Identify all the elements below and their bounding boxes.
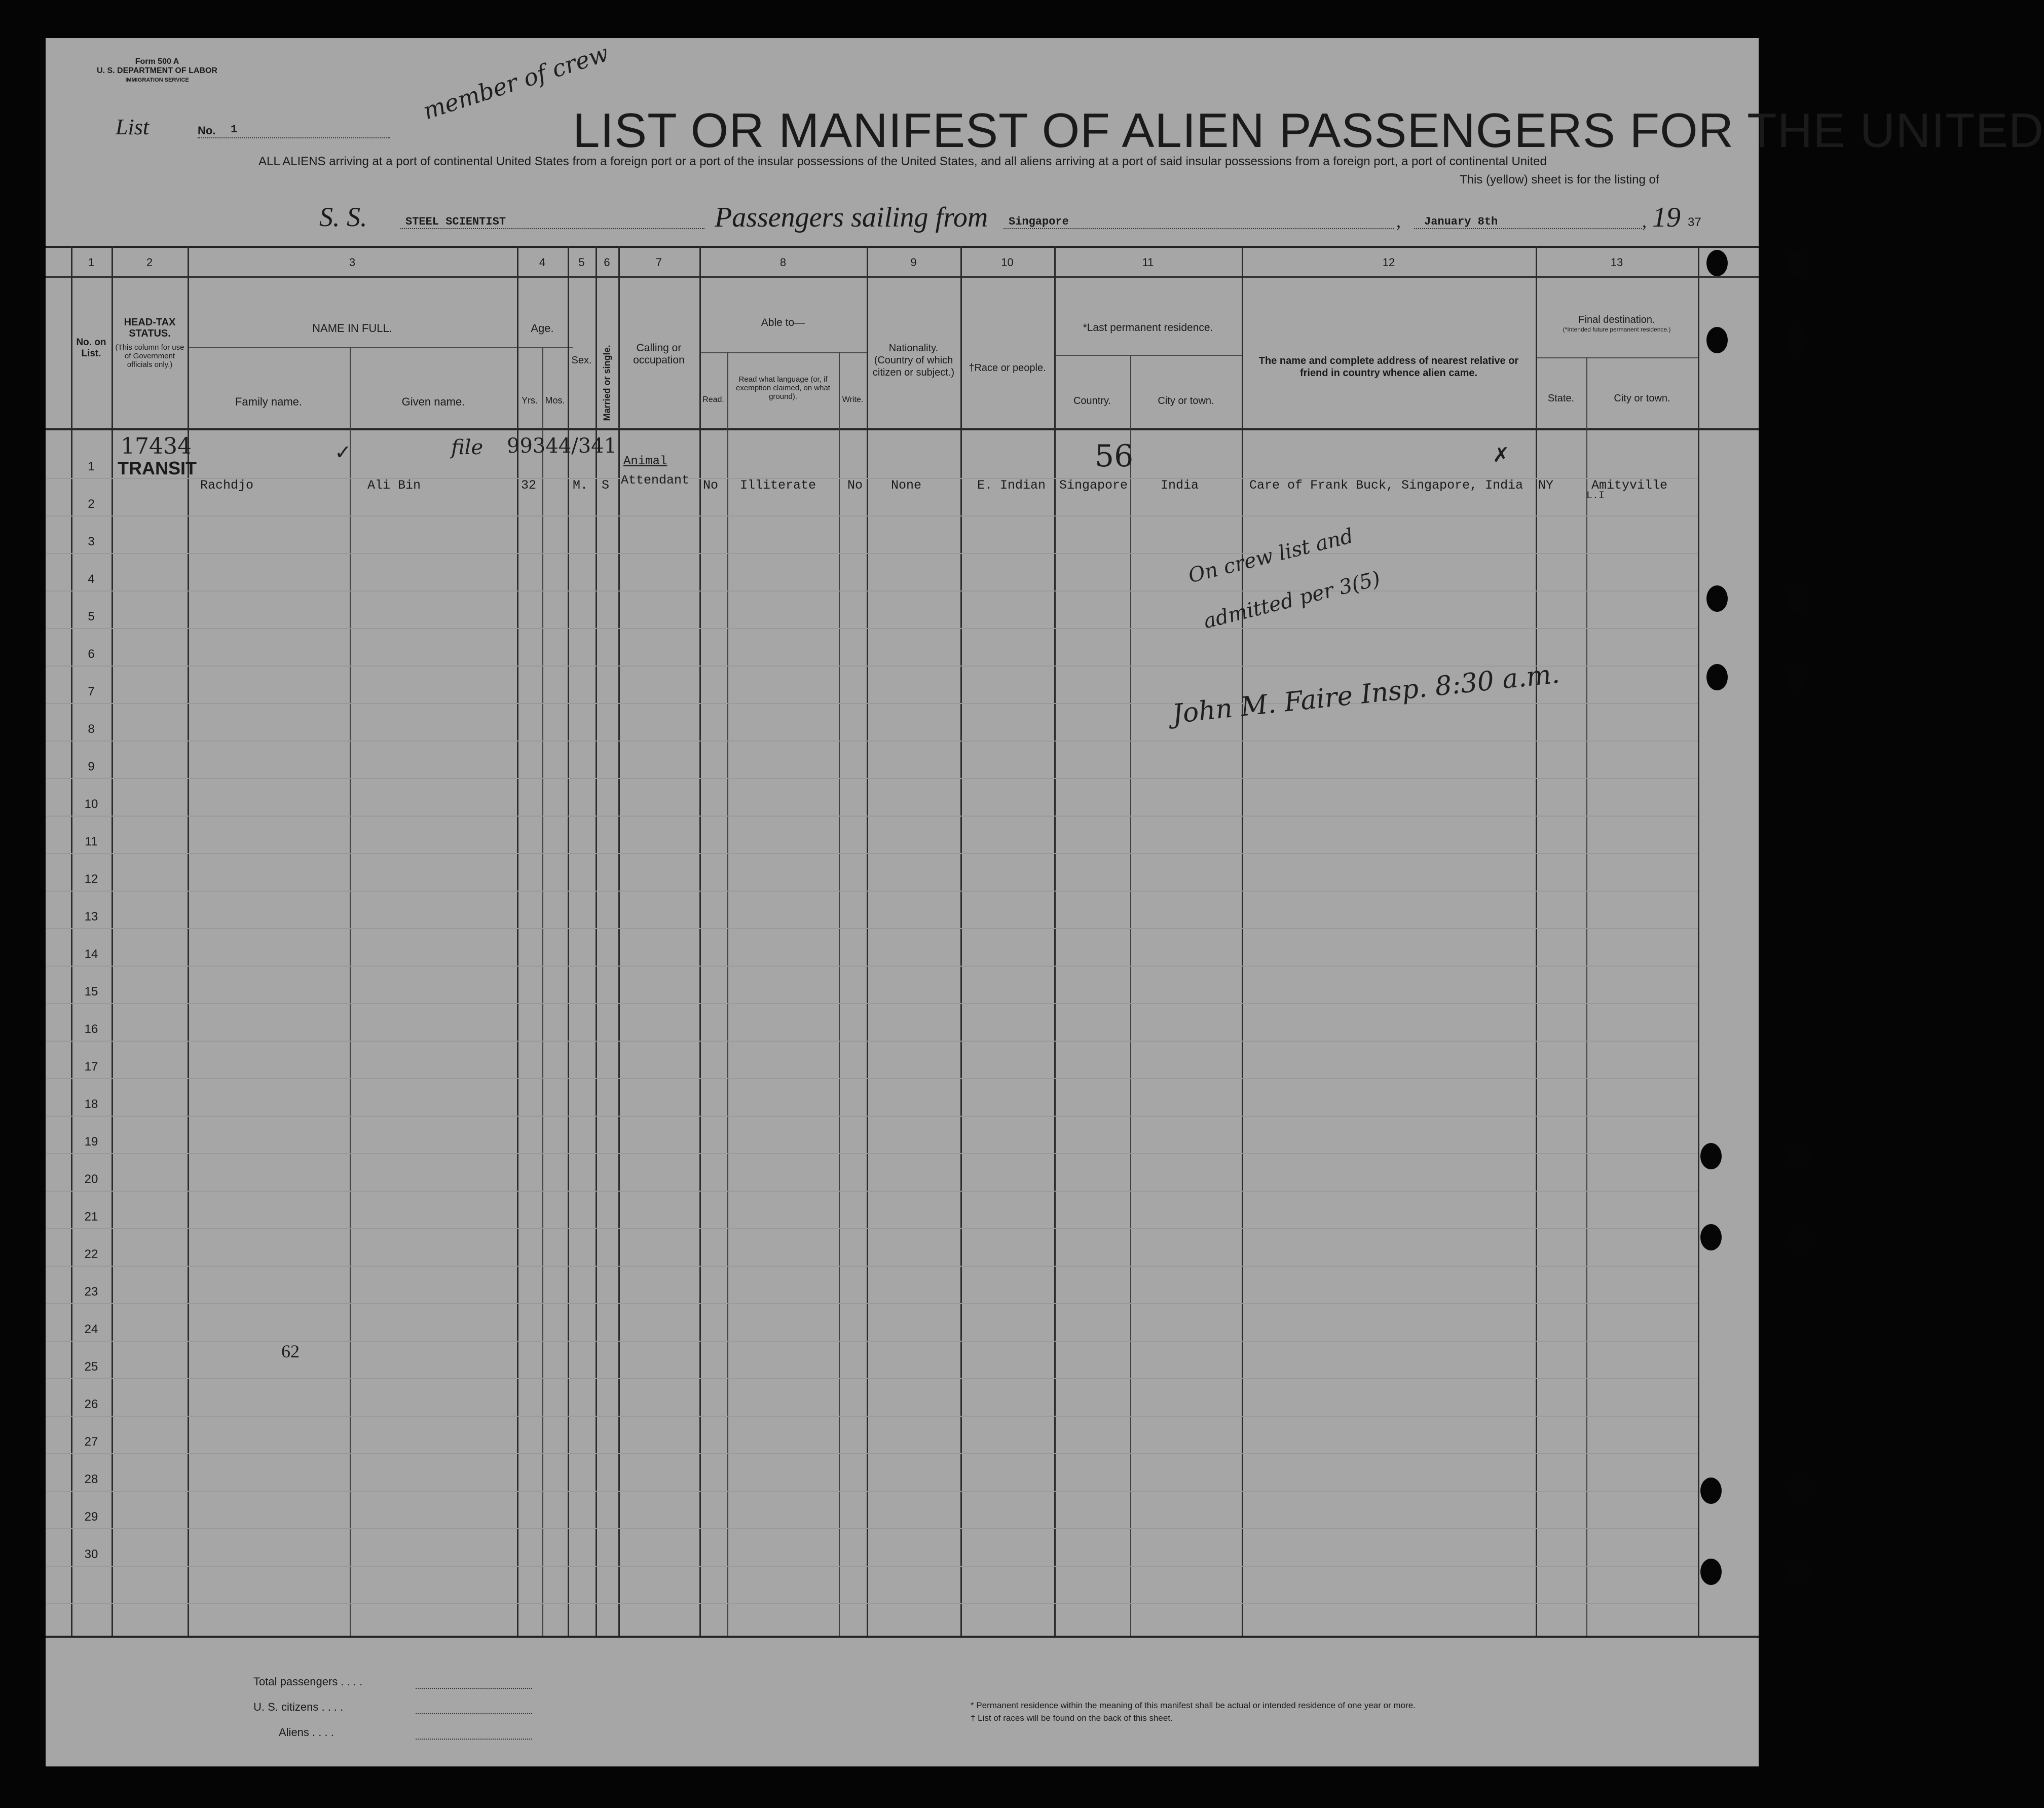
- footnote-residence: * Permanent residence within the meaning of this manifest shall be actual or intended residence of one year or more.: [971, 1701, 1416, 1710]
- row-number: 6: [88, 647, 95, 661]
- row-number: 20: [84, 1172, 98, 1186]
- col-num: 4: [539, 256, 546, 269]
- col-num: 12: [1382, 256, 1395, 269]
- binder-hole: [1789, 1559, 1810, 1585]
- col-num: 11: [1142, 256, 1154, 269]
- row-number: 26: [84, 1397, 98, 1411]
- header-city-town: City or town.: [1158, 395, 1214, 407]
- row-number: 22: [84, 1247, 98, 1261]
- binder-hole: [1787, 327, 1808, 353]
- row-number: 28: [84, 1472, 98, 1486]
- ss-label: S. S.: [319, 202, 367, 232]
- form-department: U. S. DEPARTMENT OF LABOR: [97, 66, 217, 75]
- passenger-read: No: [703, 478, 719, 493]
- row-number: 17: [84, 1060, 98, 1074]
- binder-hole: [1706, 250, 1728, 276]
- binder-hole: [1706, 585, 1728, 612]
- binder-hole: [1787, 664, 1808, 690]
- header-nearest-relative: The name and complete address of nearest relative or friend in country whence alien came.: [1258, 355, 1519, 379]
- ship-name: STEEL SCIENTIST: [405, 215, 506, 228]
- passenger-race: E. Indian: [977, 478, 1046, 493]
- col-num: 3: [349, 256, 356, 269]
- handwritten-crew-note: member of crew: [420, 39, 612, 125]
- aliens-label: Aliens . . . .: [279, 1726, 334, 1739]
- binder-hole: [1787, 585, 1808, 612]
- head-tax-number: 17434: [121, 433, 192, 459]
- row-number: 30: [84, 1547, 98, 1561]
- footnote-races: † List of races will be found on the back of this sheet.: [971, 1713, 1173, 1723]
- row-number: 4: [88, 572, 95, 586]
- sailing-from-label: Passengers sailing from: [715, 202, 988, 233]
- row-number: 13: [84, 910, 98, 924]
- header-name-in-full: NAME IN FULL.: [312, 322, 392, 335]
- handwritten-crew-list-note: On crew list and: [1186, 524, 1356, 588]
- intro-line-1: ALL ALIENS arriving at a port of continental United States from a foreign port or a port of the insular possessions of the United States, and all aliens arriving at a port of said insular possessions from a foreign port, a port of continental United: [258, 155, 1547, 168]
- header-age: Age.: [531, 322, 554, 335]
- row-number: 27: [84, 1435, 98, 1449]
- list-label: List: [116, 115, 150, 139]
- head-tax-status: TRANSIT: [118, 458, 197, 478]
- stamped-number: 62: [281, 1341, 300, 1361]
- header-family-name: Family name.: [235, 395, 303, 408]
- col-num: 8: [779, 256, 787, 269]
- header-state: State.: [1547, 393, 1575, 404]
- list-no-label: No.: [198, 124, 216, 137]
- form-title: LIST OR MANIFEST OF ALIEN PASSENGERS FOR THE UNITED: [573, 103, 2044, 158]
- row-number: 14: [84, 947, 98, 961]
- col-num: 2: [146, 256, 153, 269]
- passenger-destination-extra: L.I: [1586, 490, 1605, 502]
- col-num: 5: [578, 256, 585, 269]
- departure-date: January 8th: [1424, 215, 1498, 228]
- binder-hole: [1706, 664, 1728, 690]
- header-calling-occupation: Calling or occupation: [633, 342, 685, 366]
- handwritten-crew-list-note-2: admitted per 3(5): [1201, 567, 1383, 634]
- col-num: 10: [1001, 256, 1014, 269]
- head-tax-title: HEAD-TAX STATUS.: [124, 317, 176, 339]
- header-write: Write.: [842, 395, 864, 404]
- passenger-occupation-line-2: Attendant: [621, 473, 690, 488]
- row-number: 21: [84, 1210, 98, 1224]
- check-mark: ✓: [335, 441, 352, 464]
- header-age-years: Yrs.: [521, 395, 538, 405]
- passenger-country: Singapore: [1059, 478, 1128, 493]
- col-num: 13: [1610, 256, 1623, 269]
- binder-hole: [1700, 1224, 1722, 1250]
- row-number: 7: [88, 685, 95, 698]
- row-number: 1: [88, 460, 95, 473]
- header-able-to: Able to—: [761, 317, 805, 328]
- handwritten-residence-note: 56: [1095, 438, 1134, 474]
- passenger-write: No: [847, 478, 863, 493]
- passenger-sex: M.: [573, 478, 588, 493]
- final-destination-title: Final destination.: [1578, 314, 1655, 325]
- passenger-age-years: 32: [521, 478, 537, 493]
- row-number: 24: [84, 1322, 98, 1336]
- handwritten-signature: John M. Faire Insp. 8:30 a.m.: [1171, 658, 1562, 730]
- row-number: 8: [88, 722, 95, 736]
- passenger-read-language: Illiterate: [740, 478, 816, 493]
- passenger-destination-state: NY: [1538, 478, 1554, 493]
- passenger-marital-status: S: [602, 478, 610, 493]
- handwritten-file-number: 99344/341: [507, 434, 617, 458]
- passenger-family-name: Rachdjo: [200, 478, 254, 493]
- row-number: 25: [84, 1360, 98, 1374]
- row-number: 19: [84, 1135, 98, 1149]
- binder-hole: [1789, 1143, 1810, 1169]
- row-number: 12: [84, 872, 98, 886]
- row-number: 11: [85, 835, 98, 848]
- final-destination-note: (*Intended future permanent residence.): [1563, 326, 1671, 333]
- row-number: 9: [88, 760, 95, 773]
- row-number: 10: [84, 797, 98, 811]
- row-number: 23: [84, 1285, 98, 1299]
- col-num: 9: [910, 256, 917, 269]
- departure-port: Singapore: [1009, 215, 1069, 228]
- year-suffix: 37: [1688, 215, 1701, 229]
- binder-hole: [1700, 1478, 1722, 1504]
- form-number: Form 500 A: [135, 57, 179, 66]
- head-tax-note: (This column for use of Government officials only.): [115, 343, 184, 369]
- passenger-nationality: None: [891, 478, 922, 493]
- row-number: 5: [88, 610, 95, 623]
- row-number: 3: [88, 535, 95, 548]
- total-passengers-label: Total passengers . . . .: [253, 1675, 363, 1688]
- row-number: 29: [84, 1510, 98, 1524]
- passenger-destination-city: Amityville: [1591, 478, 1668, 493]
- binder-hole: [1787, 250, 1808, 276]
- header-race: †Race or people.: [969, 362, 1046, 374]
- col-num: 1: [88, 256, 95, 269]
- header-final-destination: [1536, 314, 1698, 333]
- col-num: 6: [604, 256, 610, 269]
- header-destination-city: City or town.: [1614, 393, 1670, 404]
- passenger-city: India: [1161, 478, 1199, 493]
- header-given-name: Given name.: [401, 395, 465, 408]
- header-read: Read.: [702, 395, 724, 404]
- row-number: 16: [84, 1022, 98, 1036]
- intro-line-2: This (yellow) sheet is for the listing of: [1460, 173, 1659, 187]
- header-country: Country.: [1073, 395, 1111, 407]
- list-number: 1: [231, 123, 238, 136]
- header-read-language: Read what language (or, if exemption claimed, on what ground).: [736, 375, 830, 401]
- header-age-months: Mos.: [545, 395, 565, 405]
- handwritten-mark: ✗: [1493, 444, 1510, 467]
- binder-hole: [1789, 1478, 1810, 1504]
- binder-hole: [1706, 327, 1728, 353]
- header-sex: Sex.: [571, 355, 592, 366]
- row-number: 2: [88, 497, 95, 511]
- header-married-or-single: Married or single.: [602, 345, 612, 421]
- row-number: 15: [84, 985, 98, 999]
- header-nationality: Nationality. (Country of which citizen or subject.): [872, 343, 955, 378]
- col-num: 7: [655, 256, 662, 269]
- binder-hole: [1700, 1143, 1722, 1169]
- header-no-on-list: No. on List.: [76, 337, 106, 359]
- header-head-tax: [113, 317, 187, 369]
- passenger-nearest-relative: Care of Frank Buck, Singapore, India: [1249, 478, 1523, 493]
- passenger-given-name: Ali Bin: [367, 478, 421, 493]
- form-header: [91, 57, 223, 85]
- form-service: IMMIGRATION SERVICE: [125, 77, 189, 83]
- year-prefix: 19: [1652, 202, 1681, 233]
- handwritten-file-note: file: [451, 436, 484, 459]
- passenger-occupation-line-1: Animal: [623, 455, 667, 468]
- header-last-residence: *Last permanent residence.: [1083, 322, 1213, 334]
- binder-hole: [1789, 1224, 1810, 1250]
- manifest-sheet: Form 500 A U. S. DEPARTMENT OF LABOR IMMIGRATION SERVICE List No. 1 member of crew LIST OR MANIFEST OF ALIEN PASSENGERS FOR THE UNITED ALL ALIENS arriving at a port of continental United States from a foreign port or a port of the insular possessions of the United States, and all aliens arriving at a port of said insular possessions from a foreign port, a port of continental United This (yellow) sheet is for the listing of S. S. STEEL SCIENTIST Passengers sailing from Singapore , January 8th , 19 37 1 2 3 4 5 6 7 8 9 10 11 12 13 No. on List. HEAD-TAX STATUS. (This column for use of Government officials only.) NAME IN FULL. Family name. Given name. Age. Yrs. Mos. Sex. Married or single. Calling or occupation Able to— Read. Read what language (or, if exemption claimed, on what ground). Write. Nationality. (Country of which citizen or subject.) †Race or people. *Last permanent residence. Country. City or town. The name and complete address of nearest relative or friend in country whence alien came. Final destination. (*Intended future permanent residence.) State. City or town. 1 2 3 4 5 6 7 8 9 10 11 12 13 14 15 16 17 18 19 20 21 22 23 24 25 26 27 28 29 30 17434 TRANSIT Rachdjo ✓ Ali Bin file 99344/341 32 M. S Animal Attendant No Illiterate No None E. Indian 56 Singapore India Care of Frank Buck, Singapore, India ✗ NY Amityville L.I On crew list and admitted per 3(5) John M. Faire Insp. 8:30 a.m. 62 Total passengers . . . . U. S. citizens . . . . Aliens . . . . * Permanent residence within the meaning of this manifest shall be actual or intended residence of one year or more. † List of races will be found on the back of this sheet.: [46, 38, 1759, 1766]
- row-number: 18: [84, 1097, 98, 1111]
- binder-hole: [1700, 1559, 1722, 1585]
- us-citizens-label: U. S. citizens . . . .: [253, 1701, 344, 1713]
